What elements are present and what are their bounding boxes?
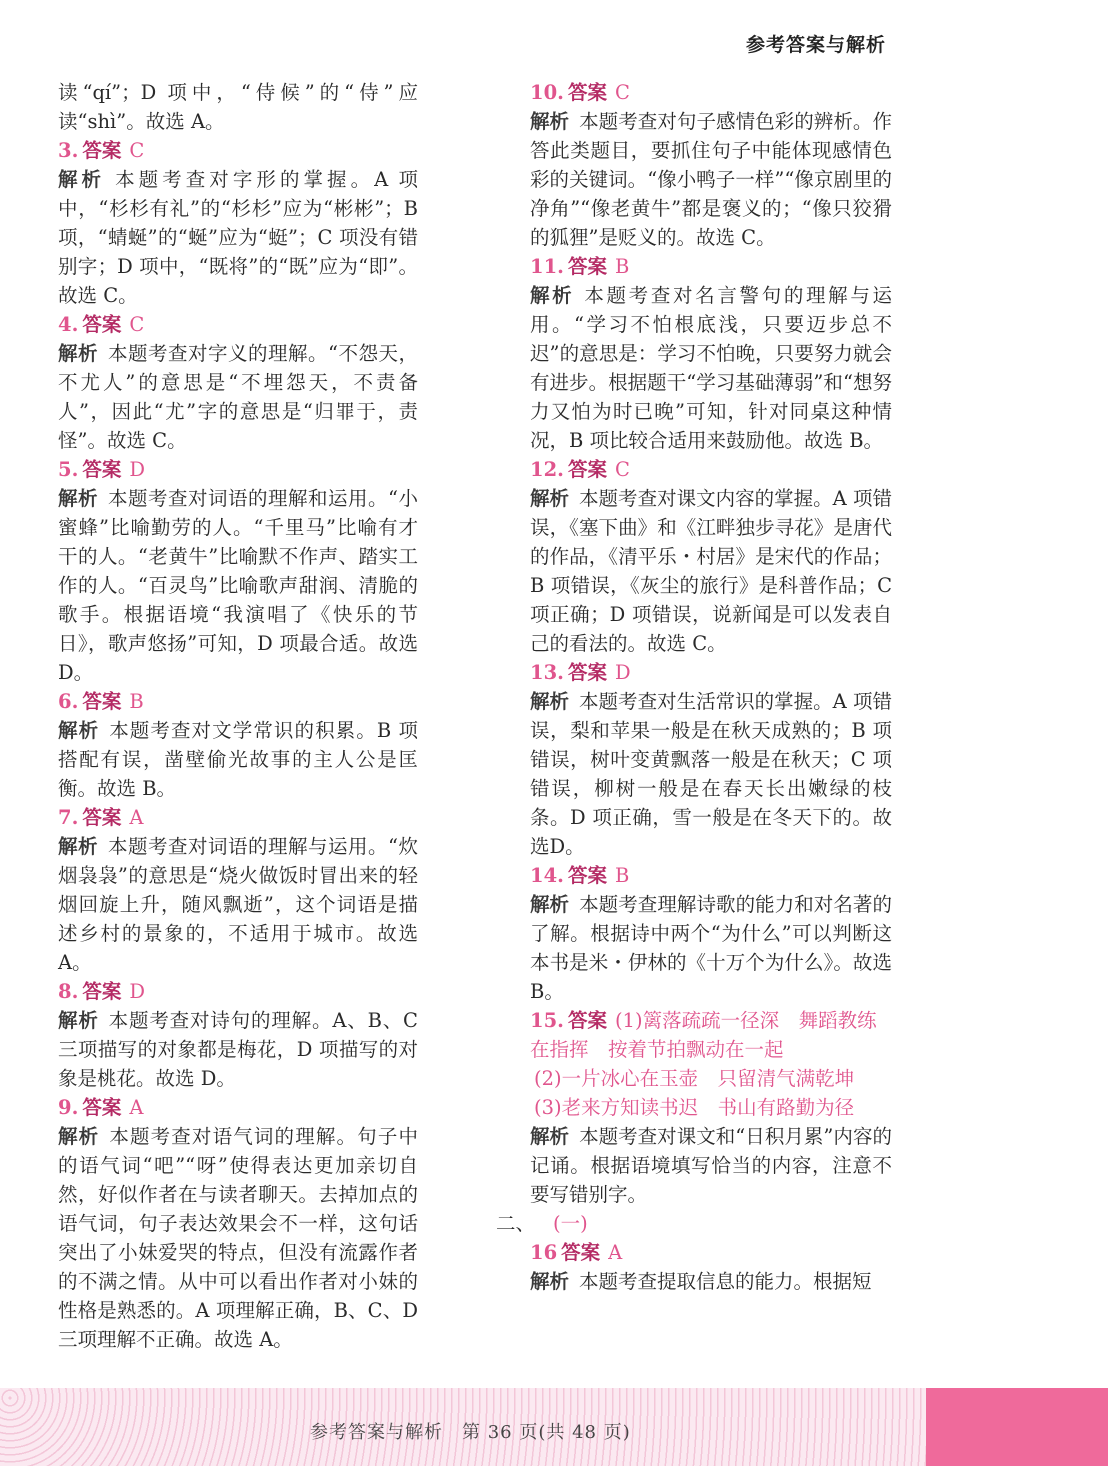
explanation-text: 本题考查对字义的理解。“不怨天，不尤人”的意思是“不埋怨天，不责备人”，因此“尤”字的意思是“归罪于，责怪”。故选 C。 bbox=[58, 342, 418, 452]
explanation-label: 解析 bbox=[58, 168, 106, 191]
right-column bbox=[496, 78, 892, 1296]
answer-label: 答案 bbox=[567, 81, 607, 104]
answer-value: B bbox=[614, 864, 630, 887]
question-number: 8. bbox=[58, 980, 79, 1003]
question-number: 13. bbox=[530, 661, 564, 684]
answer-heading bbox=[530, 1006, 892, 1064]
answer-heading bbox=[530, 252, 892, 281]
question-number: 4. bbox=[58, 313, 79, 336]
explanation-text: 本题考查对语气词的理解。句子中的语气词“吧”“呀”使得表达更加亲切自然，好似作者在与读者聊天。去掉加点的语气词，句子表达效果会不一样，这句话突出了小妹爱哭的特点，但没有流露作者的不满之情。从中可以看出作者对小妹的性格是熟悉的。A 项理解正确，B、C、D 三项理解不正确。故选 A。 bbox=[58, 1125, 418, 1351]
explanation-text: 本题考查对诗句的理解。A、B、C 三项描写的对象都是梅花，D 项描写的对象是桃花。故选 D。 bbox=[58, 1009, 418, 1090]
explanation bbox=[530, 1267, 892, 1296]
answer-heading bbox=[530, 78, 892, 107]
explanation bbox=[530, 484, 892, 658]
explanation-label: 解析 bbox=[530, 487, 570, 510]
explanation-label: 解析 bbox=[530, 893, 570, 916]
answer-value: D bbox=[614, 661, 631, 684]
answer-heading bbox=[530, 455, 892, 484]
answer-heading bbox=[530, 1238, 892, 1267]
answer-value: A bbox=[129, 806, 144, 829]
explanation-label: 解析 bbox=[530, 284, 575, 307]
explanation-text: 本题考查对词语的理解与运用。“炊烟袅袅”的意思是“烧火做饭时冒出来的轻烟回旋上升，随风飘逝”，这个词语是描述乡村的景象的，不适用于城市。故选 A。 bbox=[58, 835, 418, 974]
explanation-label: 解析 bbox=[530, 110, 570, 133]
question-number: 6. bbox=[58, 690, 79, 713]
explanation-label: 解析 bbox=[58, 1125, 100, 1148]
question-number: 5. bbox=[58, 458, 79, 481]
left-column bbox=[58, 78, 418, 1354]
explanation-text: 本题考查理解诗歌的能力和对名著的了解。根据诗中两个“为什么”可以判断这本书是米・伊林的《十万个为什么》。故选 B。 bbox=[530, 893, 892, 1003]
answer-value: C bbox=[614, 81, 630, 104]
explanation bbox=[58, 1122, 418, 1354]
explanation-text: 本题考查对字形的掌握。A 项中，“杉杉有礼”的“杉杉”应为“彬彬”；B 项，“蜻蜒”的“蜒”应为“蜓”；C 项没有错别字；D 项中，“既将”的“既”应为“即”。故选 C。 bbox=[58, 168, 418, 307]
explanation-text: 本题考查对句子感情色彩的辨析。作答此类题目，要抓住句子中能体现感情色彩的关键词。“像小鸭子一样”“像京剧里的净角”“像老黄牛”都是褒义的；“像只狡猾的狐狸”是贬义的。故选 C。 bbox=[530, 110, 892, 249]
explanation bbox=[530, 890, 892, 1006]
answer-label: 答案 bbox=[82, 690, 122, 713]
answer-label: 答案 bbox=[561, 1241, 601, 1264]
answer-value: D bbox=[129, 458, 146, 481]
explanation bbox=[530, 107, 892, 252]
question-number: 10. bbox=[530, 81, 564, 104]
question-number: 14. bbox=[530, 864, 564, 887]
section-subpart: (一) bbox=[553, 1212, 588, 1235]
explanation-text: 本题考查对文学常识的积累。B 项搭配有误，凿壁偷光故事的主人公是匡衡。故选 B。 bbox=[58, 719, 418, 800]
explanation bbox=[58, 339, 418, 455]
explanation bbox=[58, 1006, 418, 1093]
explanation-label: 解析 bbox=[58, 719, 100, 742]
answer-value: (1)篱落疏疏一径深 舞蹈教练在指挥 按着节拍飘动在一起 bbox=[530, 1009, 877, 1061]
answer-label: 答案 bbox=[567, 1009, 607, 1032]
answer-label: 答案 bbox=[567, 458, 607, 481]
explanation bbox=[58, 832, 418, 977]
question-number: 11. bbox=[530, 255, 564, 278]
answer-label: 答案 bbox=[82, 806, 122, 829]
answer-value: A bbox=[129, 1096, 144, 1119]
answer-value: D bbox=[129, 980, 146, 1003]
explanation bbox=[530, 1122, 892, 1209]
explanation bbox=[58, 716, 418, 803]
explanation-label: 解析 bbox=[530, 1270, 570, 1293]
explanation-label: 解析 bbox=[58, 835, 99, 858]
explanation-text: 本题考查对名言警句的理解与运用。“学习不怕根底浅，只要迈步总不迟”的意思是：学习不怕晚，只要努力就会有进步。根据题干“学习基础薄弱”和“想努力又怕为时已晚”可知，针对同桌这种情况，B 项比较合适用来鼓励他。故选 B。 bbox=[530, 284, 892, 452]
answer-label: 答案 bbox=[567, 864, 607, 887]
explanation-text: 本题考查对课文和“日积月累”内容的记诵。根据语境填写恰当的内容，注意不要写错别字。 bbox=[530, 1125, 892, 1206]
answer-heading bbox=[58, 310, 418, 339]
answer-label: 答案 bbox=[82, 980, 122, 1003]
answer-line: (3)老来方知读书迟 书山有路勤为径 bbox=[534, 1096, 855, 1119]
answer-heading bbox=[58, 803, 418, 832]
answer-label: 答案 bbox=[82, 313, 122, 336]
question-number: 16 bbox=[530, 1241, 558, 1264]
explanation-text: 本题考查对词语的理解和运用。“小蜜蜂”比喻勤劳的人。“千里马”比喻有才干的人。“老黄牛”比喻默不作声、踏实工作的人。“百灵鸟”比喻歌声甜润、清脆的歌手。根据语境“我演唱了《快乐的节日》，歌声悠扬”可知，D 项最合适。故选 D。 bbox=[58, 487, 418, 684]
answer-label: 答案 bbox=[82, 458, 122, 481]
answer-heading bbox=[58, 977, 418, 1006]
question-number: 7. bbox=[58, 806, 79, 829]
section-number: 二、 bbox=[496, 1212, 536, 1235]
answer-line: (2)一片冰心在玉壶 只留清气满乾坤 bbox=[534, 1067, 855, 1090]
question-number: 12. bbox=[530, 458, 564, 481]
answer-heading bbox=[530, 861, 892, 890]
answer-value: C bbox=[129, 313, 145, 336]
paragraph: 读“qí”；D 项中，“侍候”的“侍”应读“shì”。故选 A。 bbox=[58, 81, 418, 133]
answer-value: C bbox=[614, 458, 630, 481]
section-heading bbox=[496, 1209, 892, 1238]
answer-label: 答案 bbox=[82, 1096, 122, 1119]
answer-value: B bbox=[614, 255, 630, 278]
explanation bbox=[58, 484, 418, 687]
page-header-title: 参考答案与解析 bbox=[745, 34, 886, 56]
explanation-label: 解析 bbox=[58, 1009, 99, 1032]
answer-heading bbox=[58, 687, 418, 716]
question-number: 3. bbox=[58, 139, 79, 162]
answer-heading bbox=[530, 658, 892, 687]
answer-label: 答案 bbox=[567, 661, 607, 684]
answer-heading bbox=[58, 455, 418, 484]
footer-page-info: 参考答案与解析 第 36 页(共 48 页) bbox=[310, 1422, 631, 1443]
explanation-label: 解析 bbox=[58, 342, 99, 365]
answer-label: 答案 bbox=[567, 255, 607, 278]
explanation-text: 本题考查对生活常识的掌握。A 项错误，梨和苹果一般是在秋天成熟的；B 项错误，树叶变黄飘落一般是在秋天；C 项错误，柳树一般是在春天长出嫩绿的枝条。D 项正确，雪一般是在冬天下的。故选D。 bbox=[530, 690, 892, 858]
footer-pink-block bbox=[926, 1388, 1108, 1466]
explanation-label: 解析 bbox=[530, 1125, 570, 1148]
question-number: 15. bbox=[530, 1009, 564, 1032]
explanation bbox=[58, 165, 418, 310]
answer-heading bbox=[58, 136, 418, 165]
answer-heading bbox=[58, 1093, 418, 1122]
explanation bbox=[530, 281, 892, 455]
answer-value: C bbox=[129, 139, 145, 162]
explanation-text: 本题考查提取信息的能力。根据短 bbox=[579, 1270, 872, 1293]
question-number: 9. bbox=[58, 1096, 79, 1119]
explanation-label: 解析 bbox=[530, 690, 570, 713]
answer-value: B bbox=[129, 690, 144, 713]
answer-label: 答案 bbox=[82, 139, 122, 162]
explanation bbox=[530, 687, 892, 861]
explanation-text: 本题考查对课文内容的掌握。A 项错误，《塞下曲》和《江畔独步寻花》是唐代的作品，《清平乐・村居》是宋代的作品；B 项错误，《灰尘的旅行》是科普作品；C 项正确；D 项错误，说新闻是可以发表自己的看法的。故选 C。 bbox=[530, 487, 892, 655]
answer-value: A bbox=[608, 1241, 623, 1264]
explanation-label: 解析 bbox=[58, 487, 99, 510]
